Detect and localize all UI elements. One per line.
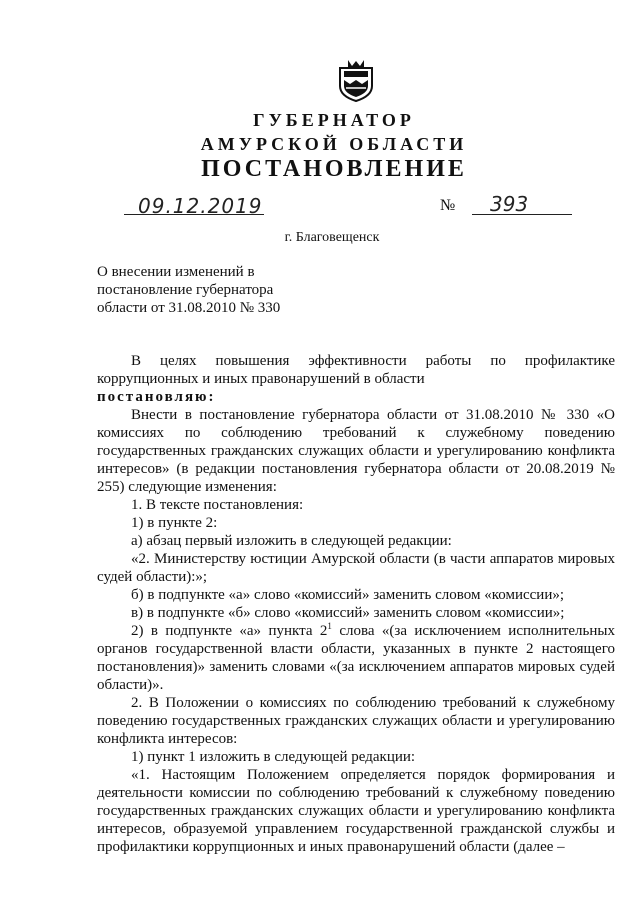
body-paragraph: Внести в постановление губернатора области от 31.08.2010 № 330 «О комиссиях по соблюдению требований к служебному поведению государственных гражданских служащих области и урегулированию конфликта интересов» (в редакции постановления губернатора области от 20.08.2019 № 255) следующие изменения: bbox=[97, 407, 615, 495]
region-title: АМУРСКОЙ ОБЛАСТИ bbox=[200, 134, 468, 154]
document-subject: О внесении изменений в постановление губернатора области от 31.08.2010 № 330 bbox=[97, 264, 281, 316]
body-paragraph: в) в подпункте «б» слово «комиссий» заменить словом «комиссии»; bbox=[131, 605, 565, 621]
body-paragraph: «1. Настоящим Положением определяется порядок формирования и деятельности комиссии по соблюдению требований к служебному поведению государственных гражданских служащих области и урегулированию конфликта интересов, образуемой управлением государственной гражданской службы и профилактики коррупционных и иных правонарушений области (далее – bbox=[97, 767, 615, 855]
document-body bbox=[97, 352, 615, 856]
body-paragraph: б) в подпункте «а» слово «комиссий» заменить словом «комиссии»; bbox=[131, 587, 565, 603]
date-underline bbox=[124, 214, 264, 215]
body-paragraph: «2. Министерству юстиции Амурской области (в части аппаратов мировых судей области):»; bbox=[97, 551, 615, 585]
city-name: г. Благовещенск bbox=[284, 230, 380, 245]
document-type-title: ПОСТАНОВЛЕНИЕ bbox=[201, 156, 467, 182]
body-paragraph: 1) в пункте 2: bbox=[131, 515, 218, 531]
paragraph-part: слова «(за исключением исполнительных органов государственной власти области, указанных в пункте 2 настоящего постановления)» заменить словами «(за исключением аппаратов мировых судей области)». bbox=[97, 623, 615, 693]
body-paragraph bbox=[97, 622, 615, 694]
coat-of-arms-emblem bbox=[336, 58, 376, 102]
superscript: 1 bbox=[327, 621, 332, 631]
preamble-paragraph: В целях повышения эффективности работы по профилактике коррупционных и иных правонарушений в области bbox=[97, 353, 615, 387]
body-paragraph: а) абзац первый изложить в следующей редакции: bbox=[131, 533, 452, 549]
governor-title: ГУБЕРНАТОР bbox=[253, 110, 415, 130]
document-date: 09.12.2019 bbox=[138, 194, 263, 218]
body-paragraph: 2. В Положении о комиссиях по соблюдению требований к служебному поведению государственных гражданских служащих области и урегулированию конфликта интересов: bbox=[97, 695, 615, 747]
number-underline bbox=[472, 214, 572, 215]
document-number: 393 bbox=[490, 192, 529, 216]
resolve-heading: постановляю: bbox=[97, 389, 216, 405]
body-paragraph: 1. В тексте постановления: bbox=[131, 497, 304, 513]
paragraph-part: 2) в подпункте «а» пункта 2 bbox=[131, 623, 328, 639]
body-paragraph: 1) пункт 1 изложить в следующей редакции: bbox=[131, 749, 416, 765]
number-sign: № bbox=[440, 197, 456, 214]
